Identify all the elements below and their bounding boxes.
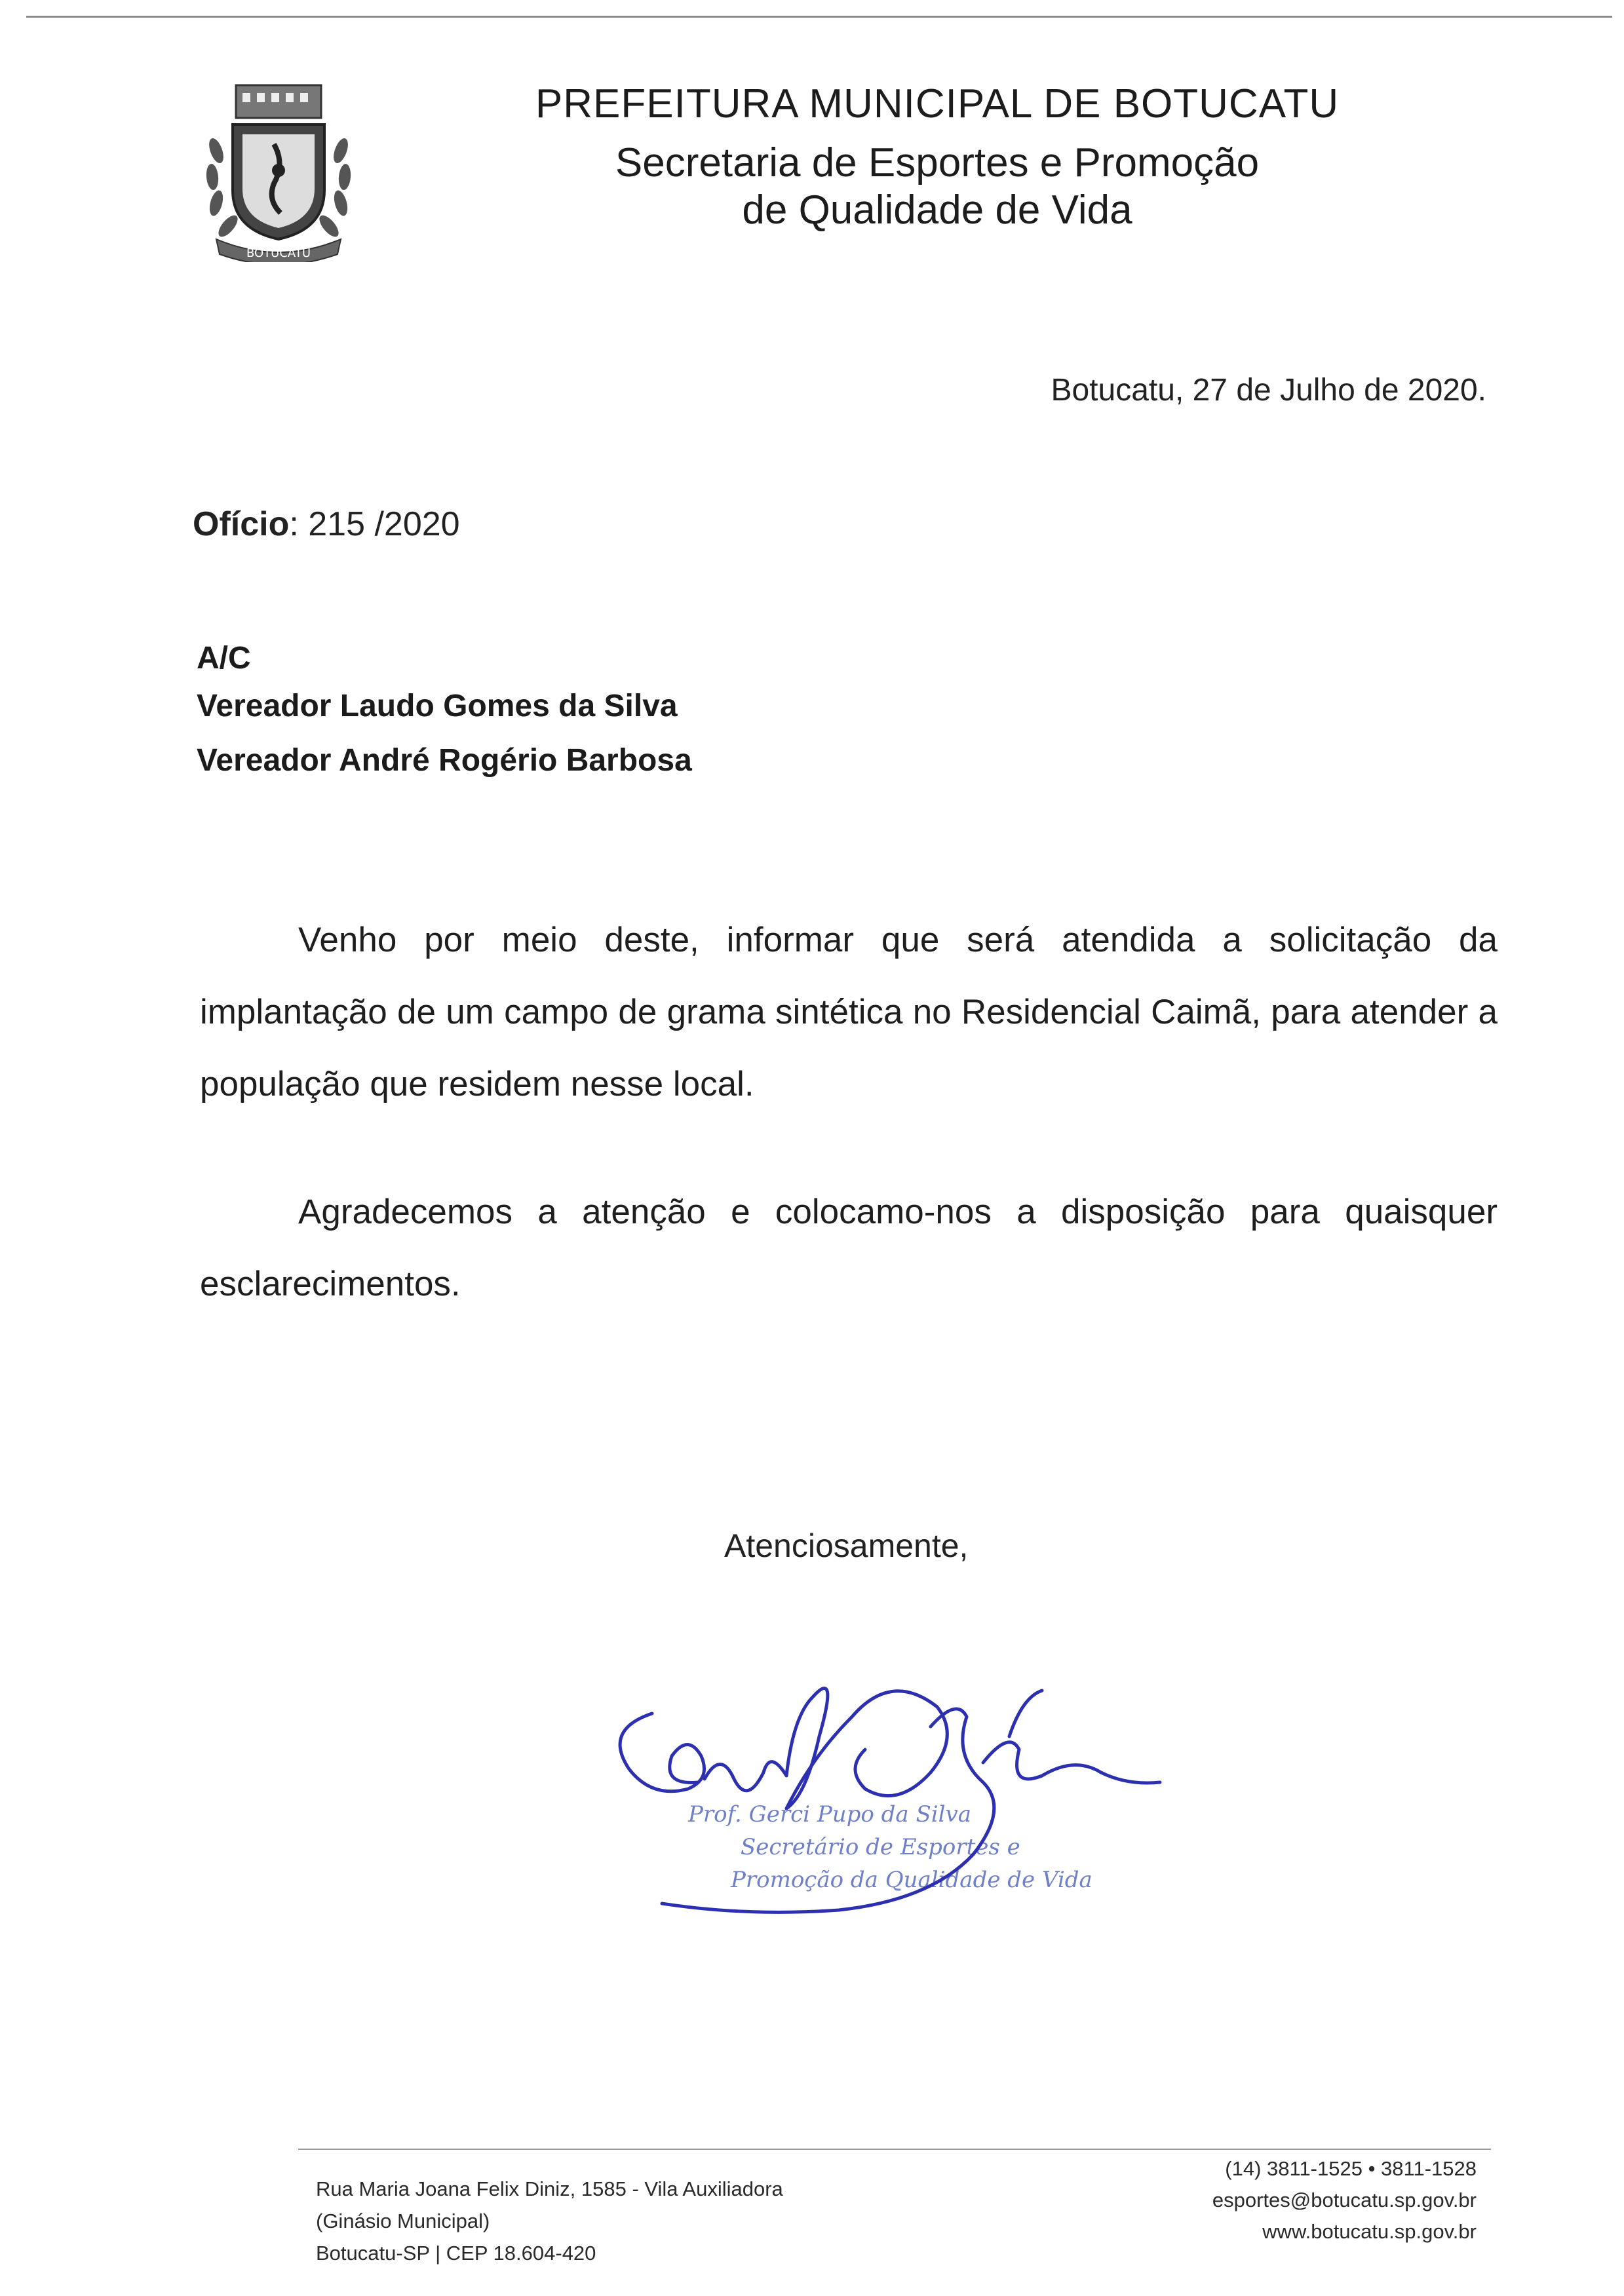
top-border-line (26, 16, 1612, 18)
footer-email[interactable]: esportes@botucatu.sp.gov.br (1212, 2189, 1477, 2211)
footer-website[interactable]: www.botucatu.sp.gov.br (1262, 2220, 1477, 2243)
header-department-line2: de Qualidade de Vida (742, 187, 1132, 233)
body-paragraph-2: Agradecemos a atenção e colocamo-nos a disposição para quaisquer esclarecimentos. (200, 1193, 1498, 1303)
oficio-label: Ofício (193, 505, 290, 543)
signature-with-stamp (590, 1658, 1245, 1933)
letter-date: Botucatu, 27 de Julho de 2020. (1051, 373, 1486, 408)
footer-contact (1212, 2153, 1477, 2248)
footer-address-line-1: Rua Maria Joana Felix Diniz, 1585 - Vila Auxiliadora (316, 2177, 783, 2200)
stamp-line-3: Promoção da Qualidade de Vida (731, 1867, 1092, 1893)
stamp-line-2: Secretário de Esportes e (741, 1834, 1020, 1860)
municipal-coat-of-arms-icon (197, 79, 360, 262)
footer-divider (298, 2149, 1491, 2150)
footer-address-line-3: Botucatu-SP | CEP 18.604-420 (316, 2242, 596, 2265)
footer-address (316, 2173, 783, 2269)
header-department-line1: Secretaria de Esportes e Promoção (615, 140, 1260, 185)
body-paragraph-1: Venho por meio deste, informar que será atendida a solicitação da implantação de um campo de grama sintética no Residencial Caimã, para atender a população que residem nesse local. (200, 921, 1498, 1103)
recipient-2: Vereador André Rogério Barbosa (197, 743, 692, 778)
footer-phone: (14) 3811-1525 • 3811-1528 (1225, 2157, 1477, 2180)
oficio-reference (193, 505, 460, 544)
header-title: PREFEITURA MUNICIPAL DE BOTUCATU (535, 81, 1340, 126)
recipient-attention: A/C (197, 641, 251, 676)
stamp-line-1: Prof. Gerci Pupo da Silva (688, 1801, 972, 1827)
footer-address-line-2: (Ginásio Municipal) (316, 2210, 490, 2232)
recipient-1: Vereador Laudo Gomes da Silva (197, 689, 678, 723)
closing-salutation: Atenciosamente, (724, 1527, 969, 1564)
oficio-number: : 215 /2020 (289, 505, 460, 543)
seal-banner-text: BOTUCATU (246, 246, 311, 260)
official-stamp (687, 1801, 1092, 1893)
